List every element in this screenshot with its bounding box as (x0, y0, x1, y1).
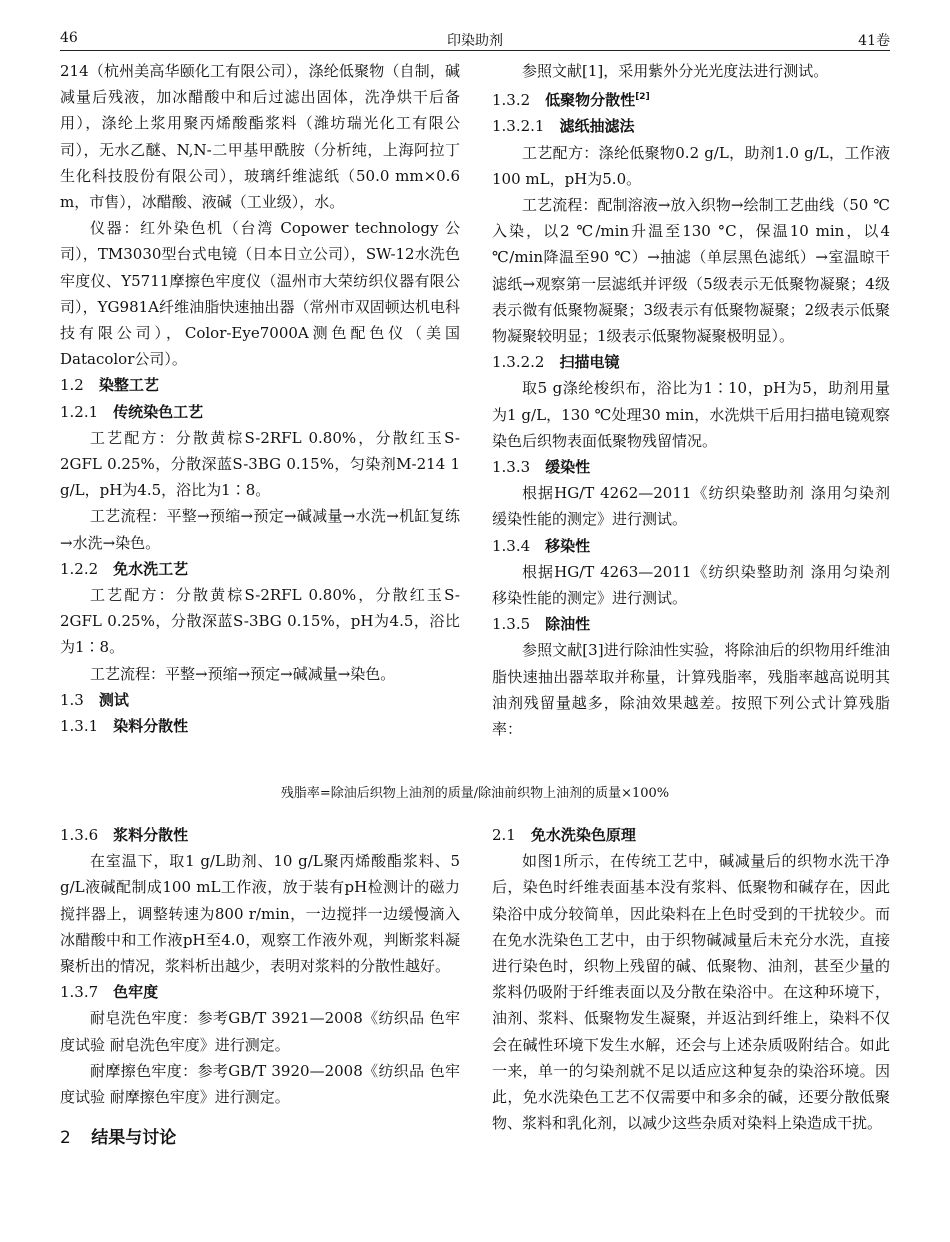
page-number: 46 (60, 30, 78, 46)
section-heading: 1.3.2 低聚物分散性[2] (492, 91, 650, 110)
paragraph: 如图1所示，在传统工艺中，碱减量后的织物水洗干净后，染色时纤维表面基本没有浆料、低聚物和碱存在，因此染浴中成分较简单，因此染料在上色时受到的干扰较少。而在免水洗染色工艺中，由于织物碱减量后未充分水洗，直接进行染色时，织物上残留的碱、低聚物、油剂，甚至少量的浆料仍吸附于纤维表面以及分散在染浴中。在这种环境下，油剂、浆料、低聚物发生凝聚，并返沾到纤维上，染料不仅会在碱性环境下发生水解，还会与上述杂质吸附结合。如此一来，单一的匀染剂就不足以适应这种复杂的染浴环境。因此，免水洗染色工艺不仅需要中和多余的碱，还要分散低聚物、浆料和乳化剂，以减少这些杂质对染料上染造成干扰。 (492, 852, 890, 1133)
paragraph: 工艺流程：平整→预缩→预定→碱减量→水洗→机缸复练→水洗→染色。 (60, 507, 460, 552)
paragraph: 耐摩擦色牢度：参考GB/T 3920—2008《纺织品 色牢度试验 耐摩擦色牢度》进行测定。 (60, 1061, 460, 1107)
paragraph: 取5 g涤纶梭织布，浴比为1∶10，pH为5，助剂用量为1 g/L，130 ℃处理30 min，水洗烘干后用扫描电镜观察染色后织物表面低聚物残留情况。 (492, 379, 890, 450)
section-heading: 2.1 免水洗染色原理 (492, 826, 636, 844)
chapter-heading: 2 结果与讨论 (60, 1128, 177, 1149)
section-heading: 1.3 测试 (60, 690, 129, 709)
paragraph: 工艺流程：平整→预缩→预定→碱减量→染色。 (90, 664, 396, 683)
paragraph: 工艺配方：分散黄棕S-2RFL 0.80%，分散红玉S-2GFL 0.25%，分散深蓝S-3BG 0.15%，匀染剂M-214 1 g/L，pH为4.5，浴比为1∶8。 (60, 428, 460, 500)
journal-title: 印染助剂 (447, 33, 503, 49)
paragraph: 工艺流程：配制溶液→放入织物→绘制工艺曲线（50 ℃入染，以2 ℃/min升温至130 °C，保温10 min，以4 ℃/min降温至90 ℃）→抽滤（单层黑色滤纸）→室温晾干滤纸→观察第一层滤纸并评级（5级表示无低聚物凝聚；4级表示微有低聚物凝聚；3级表示有低聚物凝聚；2级表示低聚物凝聚较明显；1级表示低聚物凝聚极明显）。 (492, 196, 890, 346)
section-heading: 1.3.2.2 扫描电镜 (492, 353, 620, 372)
header-rule (60, 50, 890, 51)
instruments-paragraph: 仪器：红外染色机（台湾 Copower technology 公司），TM3030型台式电镜（日本日立公司），SW-12水洗色牢度仪、Y5711摩擦色牢度仪（温州市大荣纺织仪器有限公司），YG981A纤维油脂快速抽出器（常州市双固顿达机电科技有限公司），Color-Eye7000A测色配色仪（美国Datacolor公司）。 (60, 219, 460, 369)
section-heading: 1.2.2 免水洗工艺 (60, 559, 189, 578)
paragraph: 参照文献[1]，采用紫外分光光度法进行测试。 (522, 62, 829, 80)
paragraph: 耐皂洗色牢度：参考GB/T 3921—2008《纺织品 色牢度试验 耐皂洗色牢度》进行测定。 (60, 1009, 460, 1054)
running-header (60, 30, 890, 50)
paragraph: 在室温下，取1 g/L助剂、10 g/L聚丙烯酸酯浆料、5 g/L液碱配制成100 mL工作液，放于装有pH检测计的磁力搅拌器上，调整转速为800 r/min，一边搅拌一边缓慢滴入冰醋酸中和工作液pH至4.0，观察工作液外观，判断浆料凝聚析出的情况，浆料析出越少，表明对浆料的分散性越好。 (60, 852, 460, 976)
reference-mark: [2] (635, 92, 650, 103)
section-heading: 1.3.6 浆料分散性 (60, 826, 189, 844)
paragraph: 根据HG/T 4262—2011《纺织染整助剂 涤用匀染剂 缓染性能的测定》进行测试。 (492, 484, 890, 529)
section-heading: 1.3.5 除油性 (492, 615, 591, 634)
formula: 残脂率=除油后织物上油剂的质量/除油前织物上油剂的质量×100% (280, 786, 670, 801)
section-heading: 1.3.1 染料分散性 (60, 717, 189, 736)
paragraph: 参照文献[3]进行除油性实验，将除油后的织物用纤维油脂快速抽出器萃取并称量，计算残脂率，残脂率越高说明其油剂残留量越多，除油效果越差。按照下列公式计算残脂率： (492, 641, 890, 739)
column-bottom-right (492, 822, 890, 1136)
section-heading: 1.2.1 传统染色工艺 (60, 402, 204, 421)
column-bottom-left (60, 822, 460, 1152)
column-top-left (60, 58, 460, 739)
section-heading: 1.2 染整工艺 (60, 376, 159, 395)
section-heading: 1.3.2.1 滤纸抽滤法 (492, 117, 635, 136)
section-heading: 1.3.7 色牢度 (60, 983, 159, 1002)
section-heading: 1.3.3 缓染性 (492, 458, 591, 477)
materials-paragraph: 214（杭州美高华颐化工有限公司），涤纶低聚物（自制，碱减量后残液，加冰醋酸中和后过滤出固体，洗净烘干后备用），涤纶上浆用聚丙烯酸酯浆料（潍坊瑞光化工有限公司），无水乙醚、N,N-二甲基甲酰胺（分析纯，上海阿拉丁生化科技股份有限公司），玻璃纤维滤纸（50.0 mm×0.6 m，市售），冰醋酸、液碱（工业级），水。 (60, 62, 460, 212)
paragraph: 工艺配方：分散黄棕S-2RFL 0.80%，分散红玉S-2GFL 0.25%，分散深蓝S-3BG 0.15%，pH为4.5，浴比为1∶8。 (60, 586, 460, 657)
paragraph: 根据HG/T 4263—2011《纺织染整助剂 涤用匀染剂 移染性能的测定》进行测试。 (492, 562, 890, 608)
volume-label: 41卷 (858, 33, 890, 49)
paragraph: 工艺配方：涤纶低聚物0.2 g/L，助剂1.0 g/L，工作液100 mL，pH为5.0。 (492, 143, 890, 188)
section-heading: 1.3.4 移染性 (492, 536, 591, 555)
column-top-right (492, 58, 890, 742)
